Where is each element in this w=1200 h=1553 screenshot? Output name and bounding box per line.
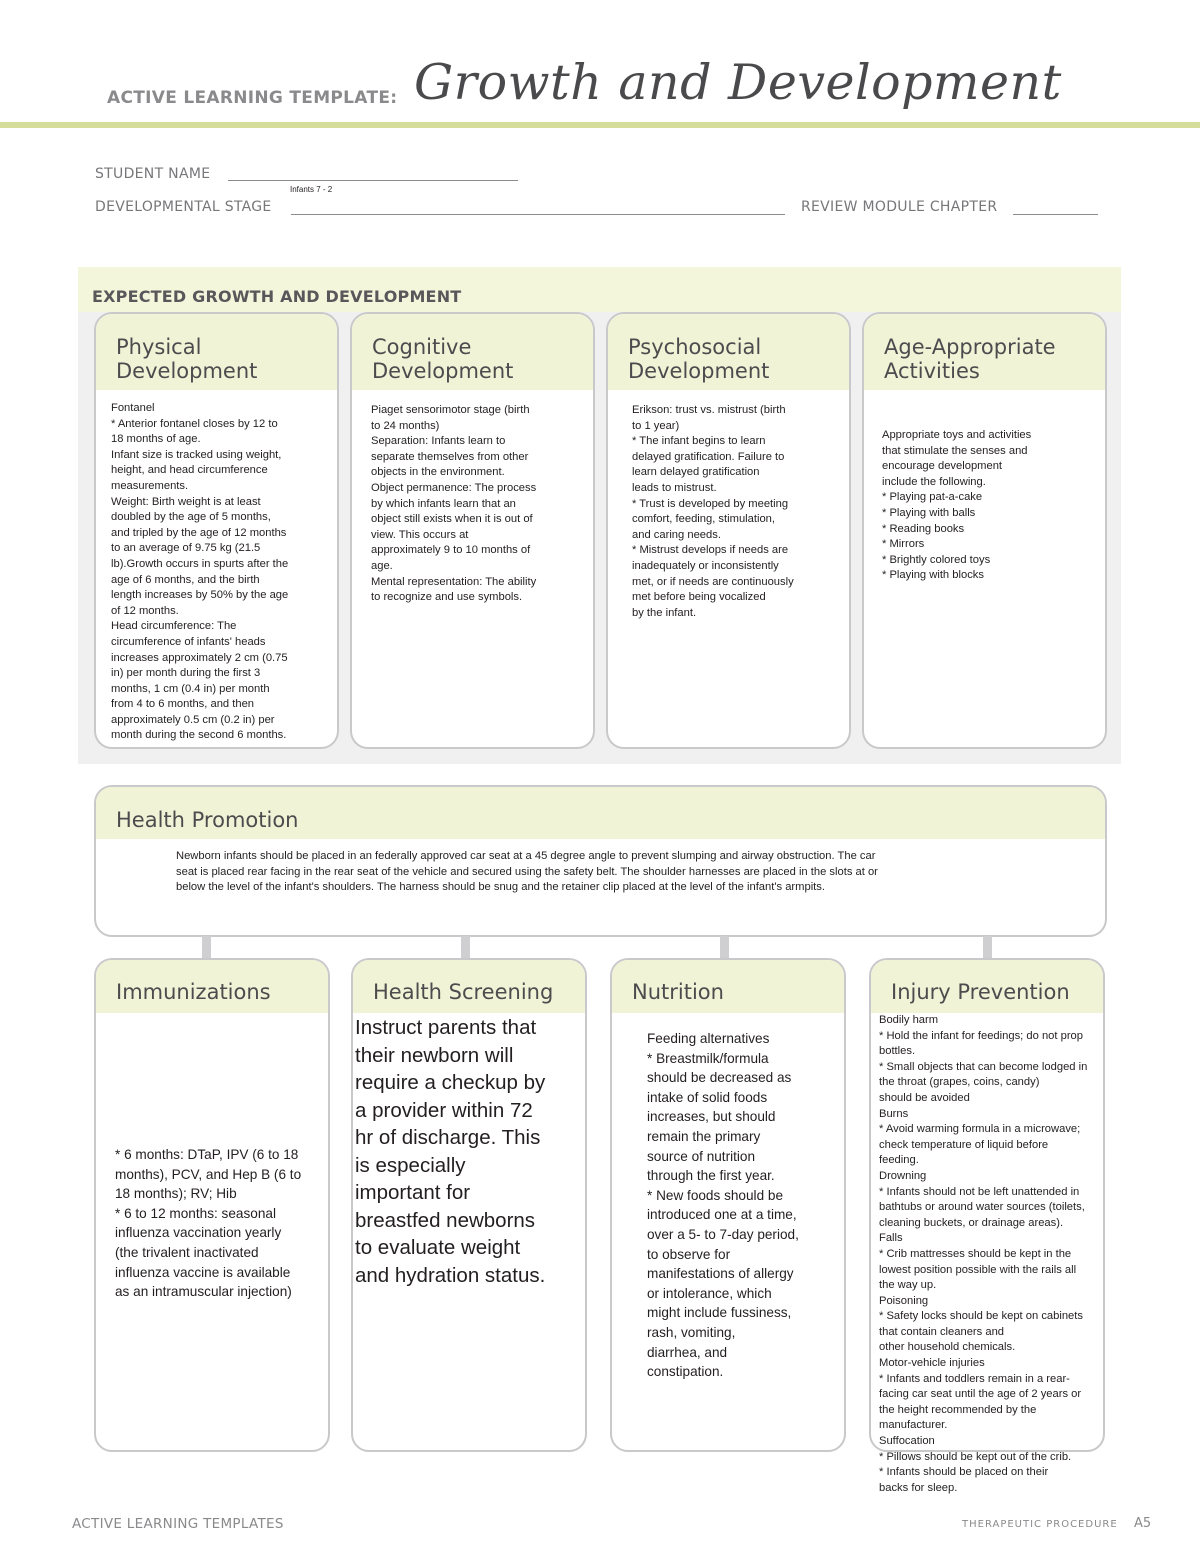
card-title: Physical Development bbox=[116, 335, 258, 383]
card-title: Injury Prevention bbox=[891, 980, 1070, 1004]
nutrition-text: Feeding alternatives * Breastmilk/formula should be decreased as intake of solid foods increases, but should remain the primary source of nutrition through the first year. * New foods should be introduced one at a time, over a 5- to 7-day period, to observe for manifestations of allergy or intolerance, which might include fussiness, rash, vomiting, diarrhea, and constipation. bbox=[647, 1031, 799, 1380]
student-name-label: STUDENT NAME bbox=[95, 166, 211, 182]
injury-prevention-text: Bodily harm * Hold the infant for feedings; do not prop bottles. * Small objects that can become lodged in the throat (grapes, coins, candy) should be avoided Burns * Avoid warming formula in a microwave; check temperature of liquid before feeding. Drowning * Infants should not be left unattended in bathtubs or around water sources (toilets, cleaning buckets, or drainage areas). Falls * Crib mattresses should be kept in the lowest position possible with the rails all the way up. Poisoning * Safety locks should be kept on cabinets that contain cleaners and other household chemicals. Motor-vehicle injuries * Infants and toddlers remain in a rear- facing car seat until the age of 2 years or the height recommended by the manufacturer. Suffocation * Pillows should be kept out of the crib. * Infants should be placed on their backs for sleep. bbox=[879, 1014, 1088, 1494]
nutrition-card bbox=[610, 958, 846, 1452]
developmental-stage-value: Infants 7 - 2 bbox=[290, 185, 333, 194]
health-screening-card bbox=[351, 958, 587, 1452]
card-title: Immunizations bbox=[116, 980, 271, 1004]
connector bbox=[461, 936, 470, 958]
developmental-stage-field[interactable] bbox=[291, 214, 785, 215]
page-title: Growth and Development bbox=[414, 54, 1062, 111]
card-title: Psychosocial Development bbox=[628, 335, 770, 383]
card-title: Health Promotion bbox=[116, 808, 299, 832]
developmental-stage-label: DEVELOPMENTAL STAGE bbox=[95, 199, 272, 215]
cognitive-development-card bbox=[350, 312, 595, 749]
health-promotion-text: Newborn infants should be placed in an federally approved car seat at a 45 degree angle to prevent slumping and airway obstruction. The car seat is placed rear facing in the rear seat of the vehicle and secured using the safety belt. The shoulder harnesses are placed in the slots at or below the level of the infant's shoulders. The harness should be snug and the retainer clip placed at the level of the infant's armpits. bbox=[176, 850, 878, 894]
immunizations-card bbox=[94, 958, 330, 1452]
physical-development-text: Fontanel * Anterior fontanel closes by 12 to 18 months of age. Infant size is tracked using weight, height, and head circumference measurements. Weight: Birth weight is at least doubled by the age of 5 months, and tripled by the age of 12 months to an average of 9.75 kg (21.5 lb).Growth occurs in spurts after the age of 6 months, and the birth length increases by 50% by the age of 12 months. Head circumference: The circumference of infants' heads increases approximately 2 cm (0.75 in) per month during the first 3 months, 1 cm (0.4 in) per month from 4 to 6 months, and then approximately 0.5 cm (0.2 in) per month during the second 6 months. bbox=[111, 402, 289, 742]
footer-left: ACTIVE LEARNING TEMPLATES bbox=[72, 1516, 284, 1532]
footer-right: THERAPEUTIC PROCEDURE bbox=[962, 1519, 1118, 1530]
connector bbox=[983, 936, 992, 958]
card-title: Cognitive Development bbox=[372, 335, 514, 383]
age-appropriate-activities-card bbox=[862, 312, 1107, 749]
health-promotion-card bbox=[94, 785, 1107, 937]
template-label: ACTIVE LEARNING TEMPLATE: bbox=[107, 88, 398, 108]
connector bbox=[202, 936, 211, 958]
psychosocial-development-card bbox=[606, 312, 851, 749]
student-name-field[interactable] bbox=[228, 180, 518, 181]
review-module-field[interactable] bbox=[1013, 214, 1098, 215]
immunizations-text: * 6 months: DTaP, IPV (6 to 18 months), PCV, and Hep B (6 to 18 months); RV; Hib * 6 to 12 months: seasonal influenza vaccination yearly (the trivalent inactivated influenza vaccine is available as an intramuscular injection) bbox=[115, 1147, 302, 1300]
connector bbox=[720, 936, 729, 958]
health-screening-text: Instruct parents that their newborn will require a checkup by a provider within 72 hr of discharge. This is especially important for breastfed newborns to evaluate weight and hydration status. bbox=[355, 1016, 546, 1287]
expected-growth-title: EXPECTED GROWTH AND DEVELOPMENT bbox=[92, 287, 462, 306]
age-appropriate-activities-text: Appropriate toys and activities that stimulate the senses and encourage development include the following. * Playing pat-a-cake * Playing with balls * Reading books * Mirrors * Brightly colored toys * Playing with blocks bbox=[882, 429, 1032, 582]
cognitive-development-text: Piaget sensorimotor stage (birth to 24 months) Separation: Infants learn to separate themselves from other objects in the environment. Object permanence: The process by which infants learn that an object still exists when it is out of view. This occurs at approximately 9 to 10 months of age. Mental representation: The ability to recognize and use symbols. bbox=[371, 404, 537, 604]
card-title: Nutrition bbox=[632, 980, 724, 1004]
header-rule bbox=[0, 122, 1200, 128]
injury-prevention-card bbox=[869, 958, 1105, 1494]
review-module-label: REVIEW MODULE CHAPTER bbox=[801, 199, 998, 215]
physical-development-card bbox=[94, 312, 339, 749]
page-number: A5 bbox=[1134, 1516, 1152, 1531]
card-title: Health Screening bbox=[373, 980, 554, 1004]
psychosocial-development-text: Erikson: trust vs. mistrust (birth to 1 year) * The infant begins to learn delayed gratification. Failure to learn delayed gratification leads to mistrust. * Trust is developed by meeting comfort, feeding, stimulation, and caring needs. * Mistrust develops if needs are inadequately or inconsistently met, or if needs are continuously met before being vocalized by the infant. bbox=[632, 404, 794, 619]
card-title: Age-Appropriate Activities bbox=[884, 335, 1056, 383]
